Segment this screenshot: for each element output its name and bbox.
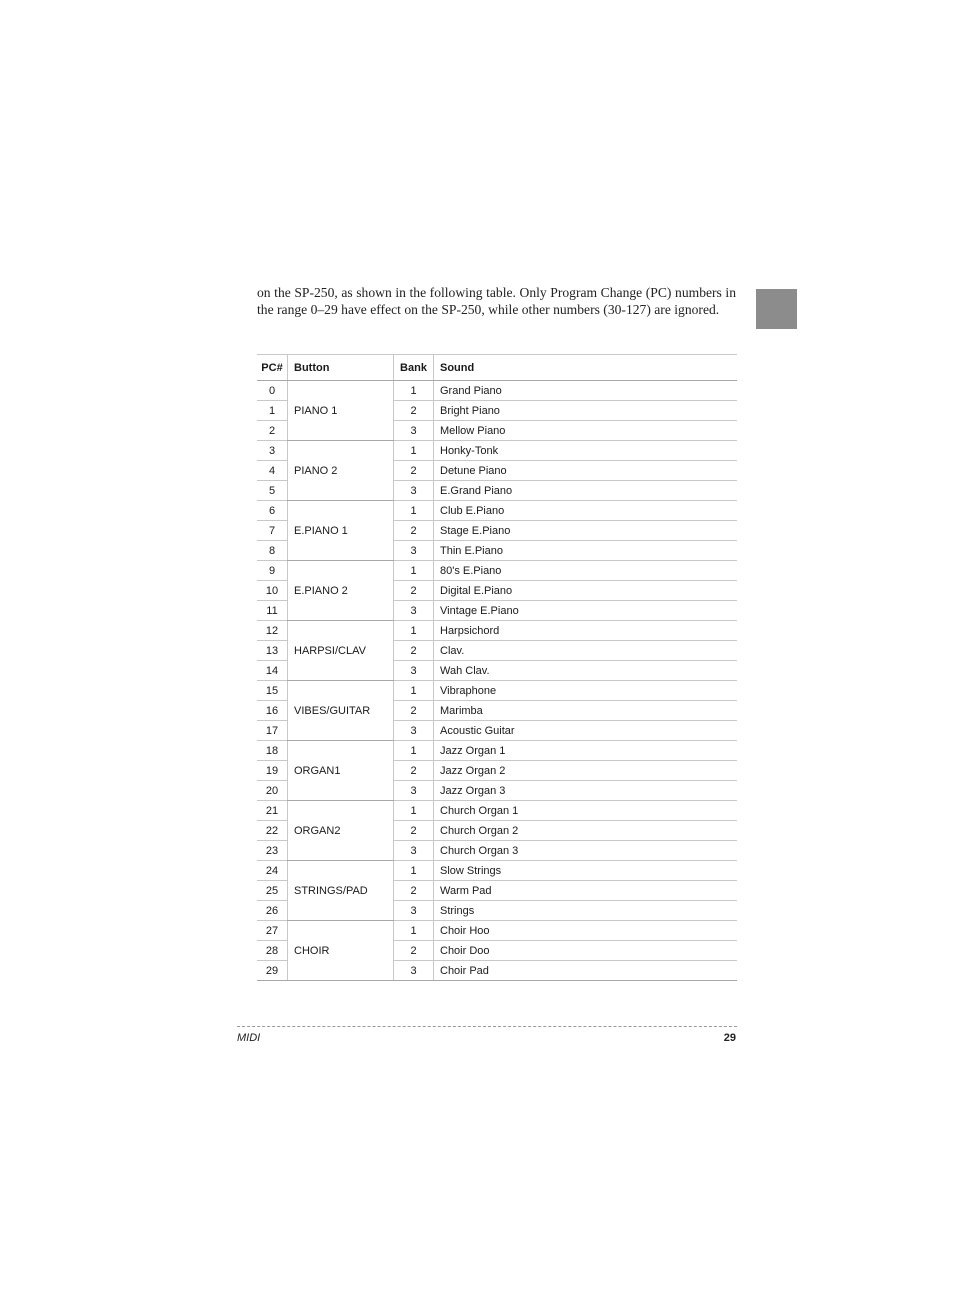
sound-name-cell: Grand Piano: [434, 381, 738, 401]
pc-number-cell: 15: [257, 681, 288, 701]
pc-number-cell: 22: [257, 821, 288, 841]
pc-number-cell: 14: [257, 661, 288, 681]
footer-section-label: MIDI: [237, 1032, 261, 1044]
table-body: [257, 381, 737, 981]
pc-number-cell: 10: [257, 581, 288, 601]
header-pc: PC#: [257, 355, 288, 381]
program-change-table: [257, 354, 737, 981]
header-button: Button: [288, 355, 394, 381]
table-row: [257, 681, 737, 701]
table-header-row: [257, 355, 737, 381]
table-row: [257, 621, 737, 641]
table-row: [257, 501, 737, 521]
intro-paragraph: on the SP-250, as shown in the following table. Only Program Change (PC) numbers in the range 0–29 have effect on the SP-250, while other numbers (30-127) are ignored.: [257, 285, 736, 317]
button-name-cell: E.PIANO 2: [288, 561, 394, 621]
button-name-cell: CHOIR: [288, 921, 394, 981]
sound-name-cell: Warm Pad: [434, 881, 738, 901]
pc-number-cell: 23: [257, 841, 288, 861]
sound-name-cell: Wah Clav.: [434, 661, 738, 681]
bank-cell: 3: [394, 661, 434, 681]
bank-cell: 2: [394, 701, 434, 721]
bank-cell: 2: [394, 581, 434, 601]
chapter-tab-marker: [756, 289, 797, 329]
bank-cell: 3: [394, 841, 434, 861]
sound-name-cell: Jazz Organ 1: [434, 741, 738, 761]
pc-number-cell: 12: [257, 621, 288, 641]
pc-number-cell: 16: [257, 701, 288, 721]
pc-number-cell: 5: [257, 481, 288, 501]
pc-number-cell: 11: [257, 601, 288, 621]
bank-cell: 2: [394, 641, 434, 661]
table-row: [257, 381, 737, 401]
pc-number-cell: 7: [257, 521, 288, 541]
table-row: [257, 741, 737, 761]
pc-number-cell: 18: [257, 741, 288, 761]
sound-name-cell: Digital E.Piano: [434, 581, 738, 601]
sound-name-cell: Stage E.Piano: [434, 521, 738, 541]
pc-number-cell: 0: [257, 381, 288, 401]
sound-name-cell: Clav.: [434, 641, 738, 661]
bank-cell: 1: [394, 501, 434, 521]
bank-cell: 2: [394, 821, 434, 841]
pc-number-cell: 6: [257, 501, 288, 521]
table-row: [257, 441, 737, 461]
bank-cell: 1: [394, 621, 434, 641]
pc-number-cell: 29: [257, 961, 288, 981]
bank-cell: 3: [394, 601, 434, 621]
sound-name-cell: Detune Piano: [434, 461, 738, 481]
header-bank: Bank: [394, 355, 434, 381]
bank-cell: 1: [394, 861, 434, 881]
sound-name-cell: Strings: [434, 901, 738, 921]
pc-number-cell: 28: [257, 941, 288, 961]
bank-cell: 2: [394, 521, 434, 541]
pc-number-cell: 17: [257, 721, 288, 741]
sound-name-cell: Church Organ 3: [434, 841, 738, 861]
sound-name-cell: Choir Hoo: [434, 921, 738, 941]
table-row: [257, 801, 737, 821]
sound-name-cell: Church Organ 2: [434, 821, 738, 841]
bank-cell: 1: [394, 681, 434, 701]
bank-cell: 2: [394, 401, 434, 421]
sound-name-cell: Slow Strings: [434, 861, 738, 881]
pc-number-cell: 13: [257, 641, 288, 661]
pc-number-cell: 21: [257, 801, 288, 821]
sound-name-cell: Church Organ 1: [434, 801, 738, 821]
footer-rule: [237, 1026, 737, 1027]
sound-name-cell: Choir Doo: [434, 941, 738, 961]
pc-number-cell: 8: [257, 541, 288, 561]
table-row: [257, 861, 737, 881]
pc-number-cell: 4: [257, 461, 288, 481]
pc-number-cell: 26: [257, 901, 288, 921]
pc-number-cell: 9: [257, 561, 288, 581]
pc-number-cell: 20: [257, 781, 288, 801]
pc-number-cell: 19: [257, 761, 288, 781]
pc-number-cell: 24: [257, 861, 288, 881]
button-name-cell: VIBES/GUITAR: [288, 681, 394, 741]
bank-cell: 2: [394, 941, 434, 961]
bank-cell: 1: [394, 381, 434, 401]
bank-cell: 3: [394, 481, 434, 501]
pc-number-cell: 1: [257, 401, 288, 421]
page-number: 29: [723, 1032, 736, 1044]
sound-name-cell: Jazz Organ 2: [434, 761, 738, 781]
pc-number-cell: 2: [257, 421, 288, 441]
sound-name-cell: Acoustic Guitar: [434, 721, 738, 741]
table-row: [257, 561, 737, 581]
sound-name-cell: Choir Pad: [434, 961, 738, 981]
pc-number-cell: 27: [257, 921, 288, 941]
button-name-cell: ORGAN1: [288, 741, 394, 801]
button-name-cell: PIANO 1: [288, 381, 394, 441]
bank-cell: 2: [394, 461, 434, 481]
sound-name-cell: Harpsichord: [434, 621, 738, 641]
bank-cell: 2: [394, 761, 434, 781]
sound-name-cell: Bright Piano: [434, 401, 738, 421]
sound-name-cell: E.Grand Piano: [434, 481, 738, 501]
sound-name-cell: Vibraphone: [434, 681, 738, 701]
bank-cell: 1: [394, 741, 434, 761]
bank-cell: 1: [394, 441, 434, 461]
bank-cell: 3: [394, 961, 434, 981]
button-name-cell: HARPSI/CLAV: [288, 621, 394, 681]
sound-name-cell: Mellow Piano: [434, 421, 738, 441]
sound-name-cell: Marimba: [434, 701, 738, 721]
sound-name-cell: Jazz Organ 3: [434, 781, 738, 801]
sound-name-cell: Vintage E.Piano: [434, 601, 738, 621]
button-name-cell: ORGAN2: [288, 801, 394, 861]
button-name-cell: PIANO 2: [288, 441, 394, 501]
sound-name-cell: Club E.Piano: [434, 501, 738, 521]
bank-cell: 3: [394, 901, 434, 921]
bank-cell: 1: [394, 921, 434, 941]
bank-cell: 3: [394, 541, 434, 561]
sound-name-cell: Honky-Tonk: [434, 441, 738, 461]
pc-number-cell: 25: [257, 881, 288, 901]
button-name-cell: E.PIANO 1: [288, 501, 394, 561]
bank-cell: 1: [394, 801, 434, 821]
bank-cell: 3: [394, 721, 434, 741]
bank-cell: 3: [394, 781, 434, 801]
pc-number-cell: 3: [257, 441, 288, 461]
button-name-cell: STRINGS/PAD: [288, 861, 394, 921]
table-row: [257, 921, 737, 941]
bank-cell: 2: [394, 881, 434, 901]
bank-cell: 3: [394, 421, 434, 441]
sound-name-cell: 80's E.Piano: [434, 561, 738, 581]
bank-cell: 1: [394, 561, 434, 581]
sound-name-cell: Thin E.Piano: [434, 541, 738, 561]
header-sound: Sound: [434, 355, 738, 381]
